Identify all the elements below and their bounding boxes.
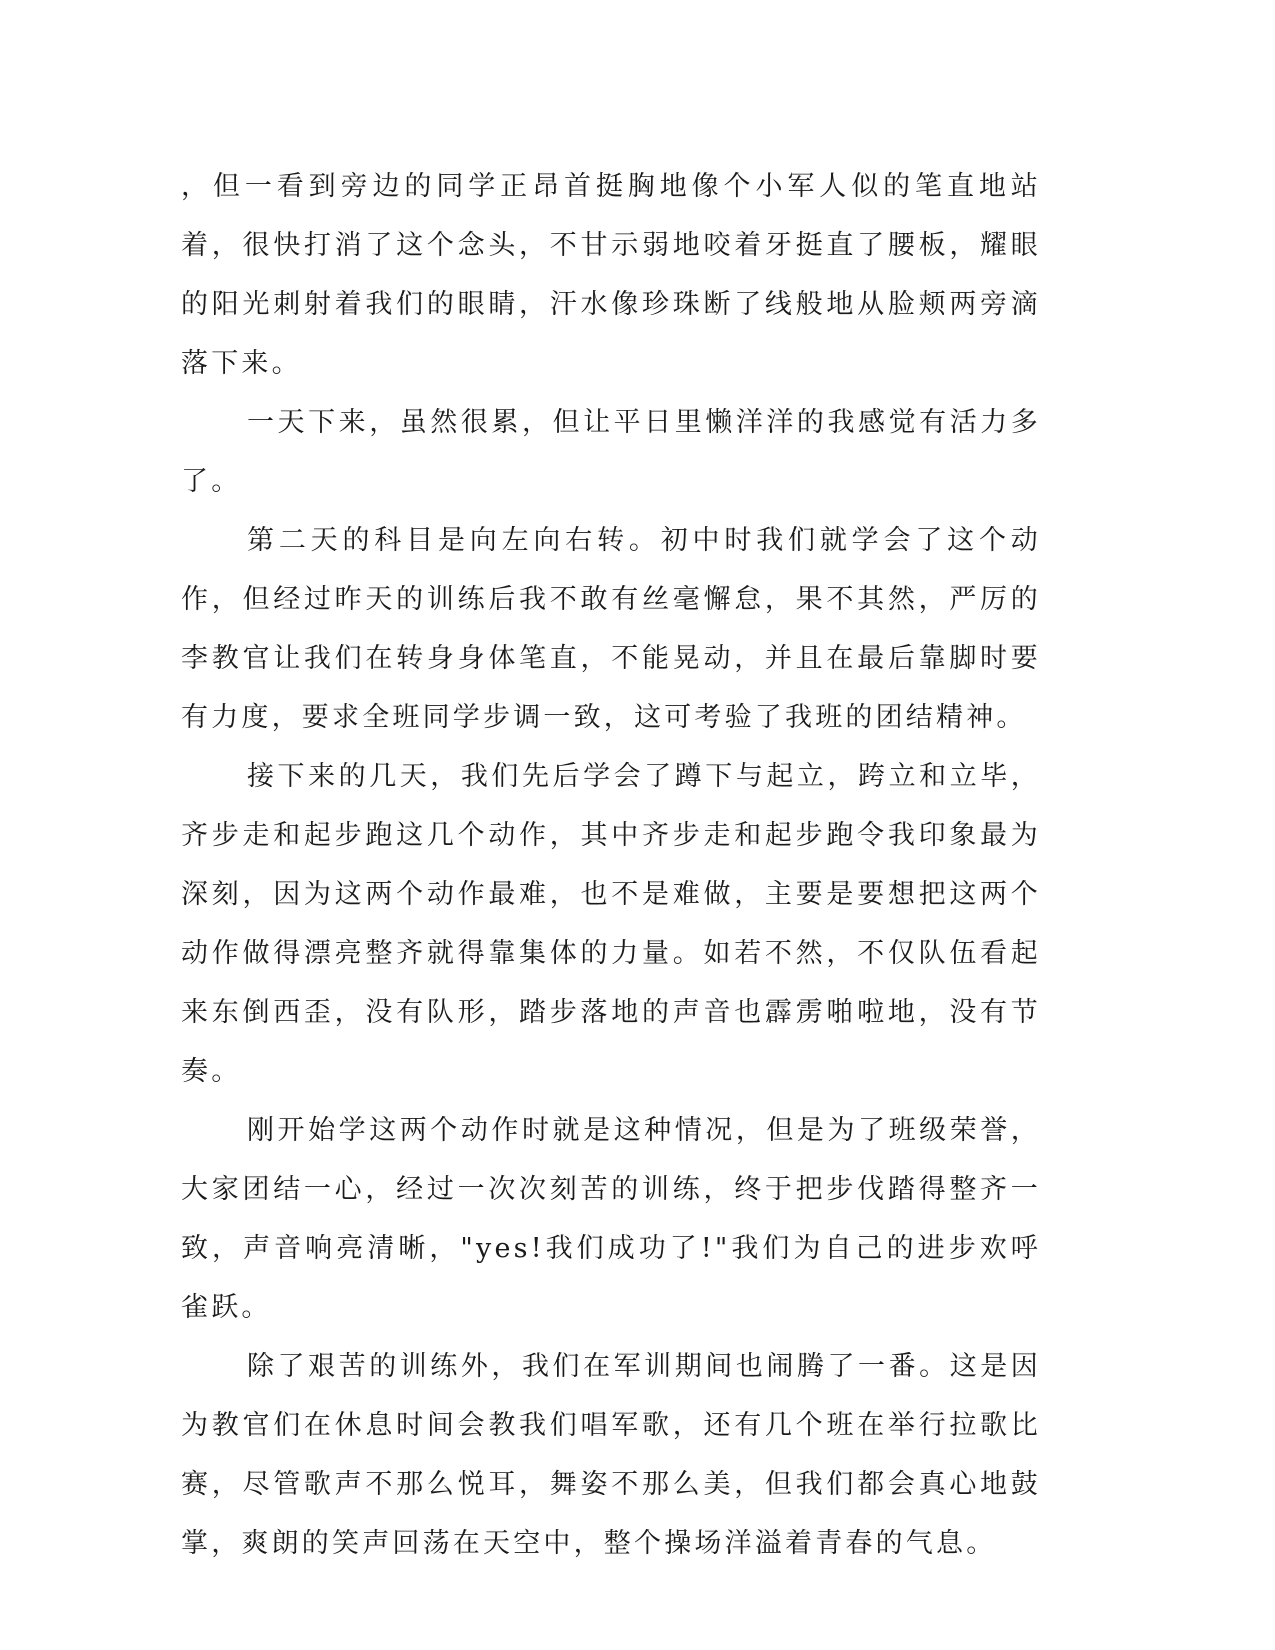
paragraph-continuation: ，但一看到旁边的同学正昂首挺胸地像个小军人似的笔直地站着，很快打消了这个念头，不甘示弱地咬着牙挺直了腰板，耀眼的阳光刺射着我们的眼睛，汗水像珍珠断了线般地从脸颊两旁滴落下来。 [181,171,1041,379]
paragraph: 刚开始学这两个动作时就是这种情况，但是为了班级荣誉，大家团结一心，经过一次次刻苦的训练，终于把步伐踏得整齐一致，声音响亮清晰，"yes!我们成功了!"我们为自己的进步欢呼雀跃。 [181,1115,1041,1323]
paragraph: 第二天的科目是向左向右转。初中时我们就学会了这个动作，但经过昨天的训练后我不敢有丝毫懈怠，果不其然，严厉的李教官让我们在转身身体笔直，不能晃动，并且在最后靠脚时要有力度，要求全班同学步调一致，这可考验了我班的团结精神。 [181,525,1041,733]
paragraph: 接下来的几天，我们先后学会了蹲下与起立，跨立和立毕，齐步走和起步跑这几个动作，其中齐步走和起步跑令我印象最为深刻，因为这两个动作最难，也不是难做，主要是要想把这两个动作做得漂亮整齐就得靠集体的力量。如若不然，不仅队伍看起来东倒西歪，没有队形，踏步落地的声音也霹雳啪啦地，没有节奏。 [181,761,1041,1087]
paragraph: 一天下来，虽然很累，但让平日里懒洋洋的我感觉有活力多了。 [181,407,1041,497]
paragraph: 除了艰苦的训练外，我们在军训期间也闹腾了一番。这是因为教官们在休息时间会教我们唱军歌，还有几个班在举行拉歌比赛，尽管歌声不那么悦耳，舞姿不那么美，但我们都会真心地鼓掌，爽朗的笑声回荡在天空中，整个操场洋溢着青春的气息。 [181,1351,1041,1559]
body-text [181,157,1041,1573]
